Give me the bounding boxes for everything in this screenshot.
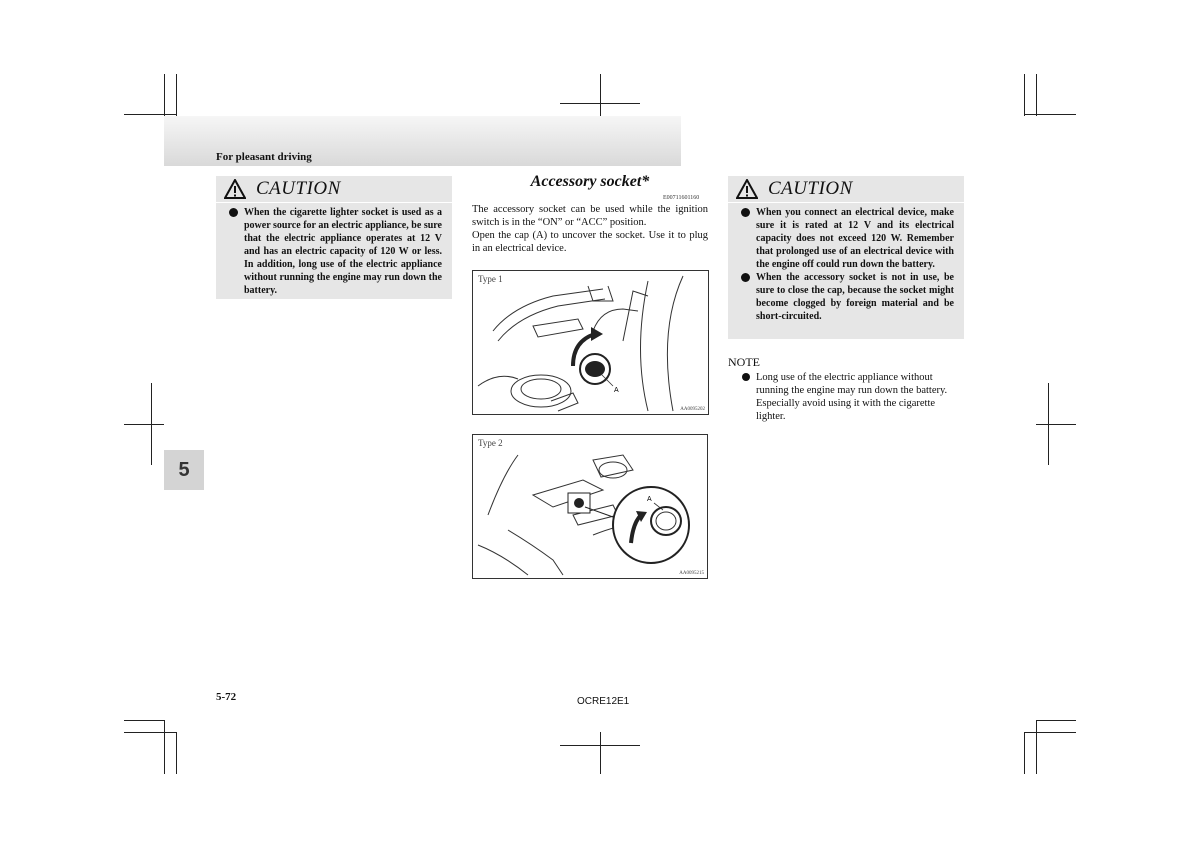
document-code: OCRE12E1 xyxy=(577,696,630,707)
figure-label: Type 2 xyxy=(478,438,503,448)
figure-label: Type 1 xyxy=(478,274,503,284)
crop-mark xyxy=(124,732,176,733)
page-number: 5-72 xyxy=(216,691,237,703)
crop-mark xyxy=(1024,114,1076,115)
registration-cross xyxy=(1048,383,1049,465)
caution-title: CAUTION xyxy=(256,178,341,199)
warning-triangle-icon xyxy=(224,179,246,199)
caution-item: When the cigarette lighter socket is used as a power source for an electric appliance, be sure that the electric appliance operates at 12 V and has an electric capacity of 120 W or less. In addition, long use of the electric appliance without running the engine may run down the battery. xyxy=(226,206,442,297)
crop-mark xyxy=(176,732,177,774)
note-item: Long use of the electric appliance without running the engine may run down the battery. Especially avoid using it with the cigarette lighter. xyxy=(732,371,964,423)
registration-cross xyxy=(1036,424,1076,425)
reference-code: E00711601160 xyxy=(663,195,700,201)
crop-mark xyxy=(124,720,164,721)
crop-mark xyxy=(1024,732,1076,733)
caution-header xyxy=(728,176,964,203)
crop-mark xyxy=(164,74,165,116)
chapter-tab: 5 xyxy=(164,450,204,490)
caution-box-left xyxy=(216,176,452,299)
warning-triangle-icon xyxy=(736,179,758,199)
accessory-socket-illustration xyxy=(473,435,707,578)
figure-type1 xyxy=(472,270,709,415)
crop-mark xyxy=(164,720,165,774)
caution-title: CAUTION xyxy=(768,178,853,199)
body-paragraph: Open the cap (A) to uncover the socket. Use it to plug in an electrical device. xyxy=(472,230,708,254)
section-heading: Accessory socket* xyxy=(530,173,650,190)
section-title: For pleasant driving xyxy=(216,151,312,163)
crop-mark xyxy=(176,74,177,116)
caution-box-right xyxy=(728,176,964,339)
body-paragraph: The accessory socket can be used while the ignition switch is in the “ON” or “ACC” position. xyxy=(472,204,708,228)
callout-label: A xyxy=(647,496,652,503)
figure-type2 xyxy=(472,434,708,579)
callout-label: A xyxy=(614,387,619,394)
note-title: NOTE xyxy=(728,355,760,369)
caution-item: When you connect an electrical device, make sure it is rated at 12 V and its electrical capacity does not exceed 120 W. Remember that prolonged use of an electrical device with the engine off could run down the battery. xyxy=(738,206,954,271)
caution-list xyxy=(226,206,442,297)
note-list xyxy=(732,371,964,423)
figure-code: AA0095202 xyxy=(680,407,705,412)
crop-mark xyxy=(1036,74,1037,116)
accessory-socket-illustration xyxy=(473,271,708,414)
crop-mark xyxy=(124,114,176,115)
crop-mark xyxy=(1024,732,1025,774)
caution-header xyxy=(216,176,452,203)
caution-list xyxy=(738,206,954,323)
registration-cross xyxy=(124,424,164,425)
registration-cross xyxy=(600,74,601,116)
registration-cross xyxy=(151,383,152,465)
registration-cross xyxy=(600,732,601,774)
crop-mark xyxy=(1036,720,1037,774)
crop-mark xyxy=(1036,720,1076,721)
caution-item: When the accessory socket is not in use, be sure to close the cap, because the socket might become clogged by foreign material and be short-circuited. xyxy=(738,271,954,323)
figure-code: AA0095215 xyxy=(679,571,704,576)
crop-mark xyxy=(1024,74,1025,116)
